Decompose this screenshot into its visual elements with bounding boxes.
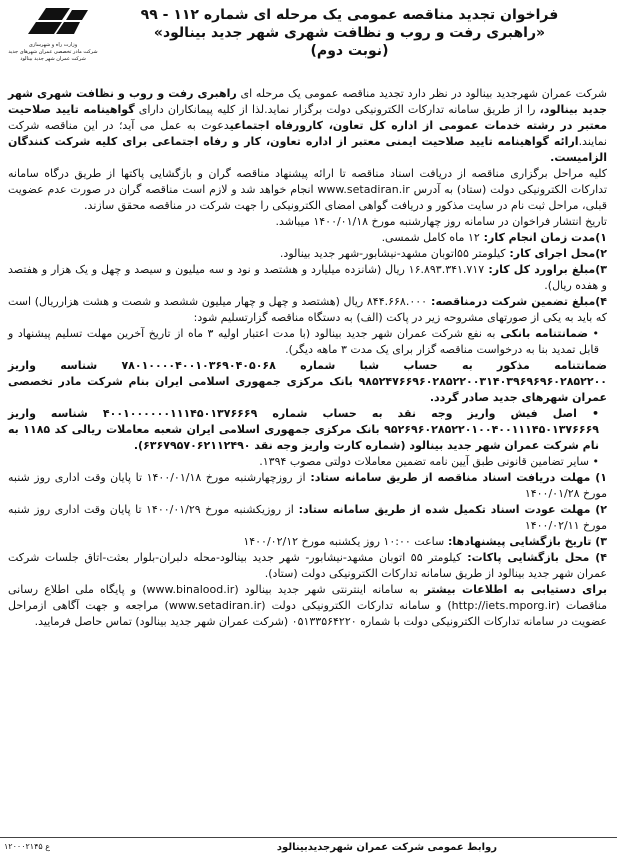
detail-label: ۱)مدت زمان انجام کار:: [479, 231, 607, 244]
schedule-text: ساعت ۱۰:۰۰ روز یکشنبه مورخ ۱۴۰۰/۰۲/۱۲: [243, 535, 445, 548]
detail-text: ۱۲ ماه کامل شمسی.: [381, 231, 480, 244]
logo-line-3: شرکت عمران شهر جدید بینالود: [20, 56, 86, 62]
logo-line-2: شرکت مادر تخصصی عمران شهرهای جدید: [8, 49, 98, 55]
more-info: [8, 582, 607, 630]
intro-paragraph: [8, 86, 607, 166]
publish-date: تاریخ انتشار فراخوان در سامانه روز چهارشنبه مورخ ۱۴۰۰/۰۱/۱۸ میباشد.: [275, 215, 607, 228]
bank-guarantee-text: به نفع شرکت عمران شهر جدید بینالود (با مدت اعتبار اولیه ۳ ماه از تاریخ آخرین مهلت تسلیم پیشنهاد و قابل تمدید بنا به درخواست مناقصه گزار برای یک مدت ۳ ماهه دیگر).: [8, 327, 599, 356]
schedule-label: ۱) مهلت دریافت اسناد مناقصه از طریق سامانه ستاد:: [305, 471, 607, 484]
logo-line-1: وزارت راه و شهرسازی: [28, 42, 78, 48]
schedule-item: [8, 534, 607, 550]
detail-item: [8, 262, 607, 294]
schedule-text: کیلومتر ۵۵ اتوبان مشهد-نیشابور- شهر جدید بینالود-محله دلبران-بلوار بعثت-اتاق جلسات شرکت عمران شهر جدید بینالود از طریق سامانه تدارکات الکترونیکی دولت (ستاد).: [8, 551, 607, 580]
logo-mark-icon: [8, 6, 100, 42]
other-guarantees-text: سایر تضامین قانونی طبق آیین نامه تضمین معاملات دولتی مصوب ۱۳۹۴.: [259, 455, 589, 468]
intro-text-c: را از طریق سامانه تدارکات الکترونیکی دولت برگزار نماید.لذا از کلیه پیمانکاران دارای: [134, 103, 540, 116]
detail-item: [8, 230, 607, 246]
detail-text: ۸۴۴.۶۶۸.۰۰۰ ریال (هشتصد و چهل و چهار میلیون ششصد و شصت و هشت هزارریال) است که باید به یکی از صورتهای مشروحه زیر در پاکت (الف) به دستگاه مناقصه گزارتسلیم شود:: [8, 295, 607, 324]
more-info-text: به سامانه اینترنتی شهر جدید بینالود (www.binalood.ir) و پایگاه ملی اطلاع رسانی مناقصات (http://iets.mporg.ir) و سامانه تدارکات الکترونیکی دولت (www.setadiran.ir) مراجعه و جهت آگاهی ازمراحل عضویت در سامانه تدارکات الکترونیکی دولت با شماره ۰۵۱۳۳۵۶۴۲۲۰ (شرکت عمران شهر جدید بینالود) تماس حاصل فرمایید.: [8, 583, 607, 628]
title-line-2: «راهبری رفت و روب و نظافت شهری شهر جدید بینالود»: [153, 25, 546, 41]
detail-item: [8, 246, 607, 262]
company-logo: [8, 6, 100, 76]
cash-deposit-text: اصل فیش واریز وجه نقد به حساب شماره ۴۰۰۱۰۰۰۰۰۰۱۱۱۴۵۰۱۳۷۶۶۶۹ شناسه واریز ۹۵۲۶۹۶۰۲۸۵۲۲۰۱۰۰۴۰۰۱۱۱۴۵۰۱۳۷۶۶۶۹ بانک مرکزی جمهوری اسلامی ایران شعبه معاملات ریالی کد ۱۱۸۵ به نام شرکت عمران شهر جدید بینالود (شماره کارت واریز وجه نقد ۶۳۶۷۹۵۷۰۶۲۱۱۲۴۹۰).: [8, 407, 599, 452]
notice-title: [98, 6, 601, 60]
details-list: [8, 230, 607, 326]
schedule-item: [8, 470, 607, 502]
intro-subject: راهبری رفت و روب و نظافت شهری شهر جدید بینالود،: [8, 87, 608, 116]
bank-guarantee-label: ضمانتنامه بانکی: [495, 327, 588, 340]
notice-code: ع ۱۲۰۰۰۲۱۴۵: [4, 842, 50, 851]
schedule-label: ۴) محل بازگشایی پاکات:: [461, 551, 607, 564]
header: [8, 6, 607, 86]
more-info-label: برای دستیابی به اطلاعات بیشتر: [418, 583, 607, 596]
sheba-account: ضمانتنامه مذکور به حساب شبا شماره ۷۸۰۱۰۰۰۰۴۰۰۱۰۳۶۹۰۴۰۵۰۶۸ شناسه واریز ۹۸۵۲۴۷۶۶۹۶۰۲۸۵۲۲۰۰۳۱۴۰۳۹۶۹۶۹۶۰۲۸۵۲۲۰۰ بانک مرکزی جمهوری اسلامی ایران بنام شرکت مادر تخصصی عمران شهرهای جدید صادر گردد.: [8, 359, 607, 404]
schedule-label: ۳) تاریخ بازگشایی پیشنهادها:: [444, 535, 607, 548]
schedule-list: [8, 470, 607, 582]
schedule-label: ۲) مهلت عودت اسناد تکمیل شده از طریق سامانه ستاد:: [293, 503, 607, 516]
schedule-item: [8, 550, 607, 582]
detail-text: ۱۶.۸۹۳.۳۴۱.۷۱۷ ریال (شانزده میلیارد و هشتصد و نود و سه میلیون و سیصد و چهل و یک هزار و هفتصد و هفده ریال).: [8, 263, 607, 292]
footer: [0, 837, 617, 860]
intro-text-a: شرکت عمران شهرجدید بینالود در نظر دارد تجدید مناقصه عمومی یک مرحله ای: [236, 87, 607, 100]
detail-item: [8, 294, 607, 326]
title-line-1: فراخوان تجدید مناقصه عمومی یک مرحله ای شماره ۱۱۲ - ۹۹: [140, 7, 559, 23]
cash-deposit: • اصل فیش واریز وجه نقد به حساب شماره ۴۰۰۱۰۰۰۰۰۰۱۱۱۴۵۰۱۳۷۶۶۶۹ شناسه واریز ۹۵۲۶۹۶۰۲۸۵۲۲۰۱۰۰۴۰۰۱۱۱۴۵۰۱۳۷۶۶۶۹ بانک مرکزی جمهوری اسلامی ایران شعبه معاملات ریالی کد ۱۱۸۵ به نام شرکت عمران شهر جدید بینالود (شماره کارت واریز وجه نقد ۶۳۶۷۹۵۷۰۶۲۱۱۲۴۹۰).: [8, 407, 600, 452]
detail-label: ۳)مبلغ براورد کل کار:: [484, 263, 607, 276]
detail-label: ۴)مبلغ تضمین شرکت درمناقصه:: [427, 295, 607, 308]
schedule-text: از روزیکشنبه مورخ ۱۴۰۰/۰۱/۲۹ تا پایان وقت اداری روز شنبه مورخ ۱۴۰۰/۰۲/۱۱: [8, 503, 607, 532]
intro-qualification: گواهینامه تایید صلاحیت معتبر در رشته خدمات عمومی از اداره کل تعاون، کارورفاه اجتماعی: [8, 103, 608, 132]
detail-text: کیلومتر ۵۵اتوبان مشهد-نیشابور-شهر جدید بینالود.: [279, 247, 506, 260]
other-guarantees: • سایر تضامین قانونی طبق آیین نامه تضمین معاملات دولتی مصوب ۱۳۹۴.: [259, 455, 599, 468]
detail-label: ۲)محل اجرای کار:: [505, 247, 607, 260]
schedule-item: [8, 502, 607, 534]
schedule-text: از روزچهارشنبه مورخ ۱۴۰۰/۰۱/۱۸ تا پایان وقت اداری روز شنبه مورخ ۱۴۰۰/۰۱/۲۸: [8, 471, 607, 500]
title-line-3: (نوبت دوم): [310, 43, 389, 59]
intro-text-e: دعوت به عمل می آید؛ در این مناقصه شرکت نمایند.: [8, 119, 607, 148]
intro-safety-requirement: ارائه گواهینامه تایید صلاحیت ایمنی معتبر از اداره تعاون، کار و رفاه اجتماعی برای کلیه شرکت کنندگان الزامیست.: [8, 135, 607, 164]
procedure-paragraph: کلیه مراحل برگزاری مناقصه از دریافت اسناد مناقصه تا ارائه پیشنهاد مناقصه گران و بازگشایی پاکتها از طریق درگاه سامانه تدارکات الکترونیکی دولت (ستاد) به آدرس www.setadiran.ir انجام خواهد شد و لازم است مناقصه گران در صورت عدم عضویت قبلی، مراحل ثبت نام در سایت مذکور و دریافت گواهی امضای الکترونیکی را جهت شرکت در مناقصه محقق سازند.: [8, 167, 608, 212]
signature: روابط عمومی شرکت عمران شهرجدیدبینالود: [276, 842, 497, 853]
bank-guarantee: • ضمانتنامه بانکی به نفع شرکت عمران شهر جدید بینالود (با مدت اعتبار اولیه ۳ ماه از تاریخ آخرین مهلت تسلیم پیشنهاد و قابل تمدید بنا به درخواست مناقصه گزار برای یک مدت ۳ ماهه دیگر).: [8, 327, 599, 356]
